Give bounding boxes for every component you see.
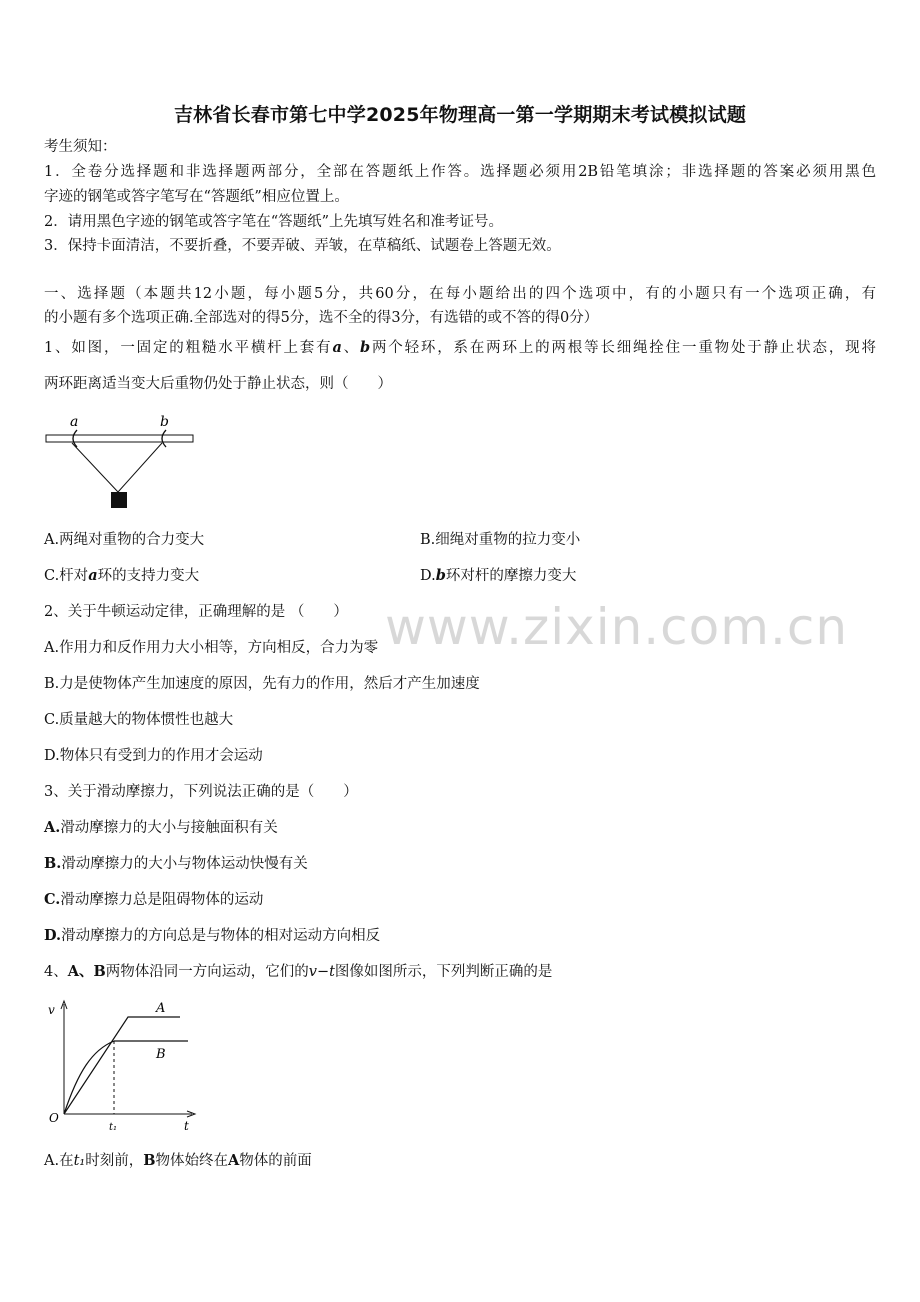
- q4-option-a: [44, 1151, 312, 1171]
- question-3-stem: 3、关于滑动摩擦力，下列说法正确的是（ ）: [44, 784, 358, 800]
- q3-option-b: [44, 854, 308, 874]
- label-t1: t₁: [109, 1122, 118, 1133]
- q1-option-c-pre: C.杆对: [44, 568, 89, 584]
- q1-option-d: [420, 566, 576, 586]
- notice-line-1: 1．全卷分选择题和非选择题两部分，全部在答题纸上作答。选择题必须用2B铅笔填涂；非选择题的答案必须用黑色: [44, 164, 876, 180]
- q3-option-b-text: 滑动摩擦力的大小与物体运动快慢有关: [61, 856, 308, 872]
- section-instruction-line-2: 的小题有多个选项正确.全部选对的得5分，选不全的得3分，有选错的或不答的得0分）: [44, 310, 599, 326]
- q3-option-c: [44, 890, 263, 910]
- q3-option-c-text: 滑动摩擦力总是阻碍物体的运动: [60, 892, 264, 908]
- vt-graph: [44, 996, 204, 1136]
- q4-option-a-mid2: 物体始终在: [155, 1153, 228, 1169]
- q3-option-d-text: 滑动摩擦力的方向总是与物体的相对运动方向相反: [61, 928, 381, 944]
- label-o: O: [49, 1111, 59, 1125]
- rope-right: [118, 443, 162, 492]
- horizontal-bar: [46, 435, 193, 442]
- q3-option-c-letter: C.: [44, 891, 61, 908]
- notice-line-4: 3．保持卡面清洁，不要折叠，不要弄破、弄皱，在草稿纸、试题卷上答题无效。: [44, 238, 561, 254]
- q3-option-d: [44, 926, 380, 946]
- q3-option-d-letter: D.: [44, 927, 62, 944]
- label-b: b: [160, 414, 169, 430]
- q4-stem-mid: 两物体沿同一方向运动，它们的: [105, 964, 309, 980]
- q1-option-b: B.细绳对重物的拉力变小: [420, 532, 581, 548]
- q4-option-a-a: A: [228, 1152, 240, 1169]
- label-B: B: [156, 1047, 166, 1062]
- label-t: t: [184, 1119, 189, 1133]
- q1-sep: 、: [341, 340, 360, 356]
- q4-option-a-post: 物体的前面: [239, 1153, 312, 1169]
- question-4-stem: [44, 962, 876, 982]
- q1-option-a: A.两绳对重物的合力变大: [44, 532, 205, 548]
- q2-option-b: B.力是使物体产生加速度的原因，先有力的作用，然后才产生加速度: [44, 676, 480, 692]
- q1-option-d-var: b: [435, 567, 446, 584]
- q3-option-a-letter: A.: [44, 819, 61, 836]
- q2-option-d: D.物体只有受到力的作用才会运动: [44, 748, 263, 764]
- q1-text-a: 1、如图，一固定的粗糙水平横杆上套有: [44, 340, 333, 356]
- q4-option-a-t1: t₁: [73, 1153, 86, 1169]
- notice-heading: 考生须知：: [44, 139, 117, 155]
- q1-option-c: [44, 566, 199, 586]
- question-1-line-1: [44, 338, 876, 358]
- label-a: a: [70, 414, 79, 430]
- q4-option-a-pre: A.在: [44, 1153, 74, 1169]
- line-a: [64, 1017, 180, 1114]
- ring-bar-figure: [44, 412, 199, 512]
- q4-stem-vt: v−t: [308, 964, 335, 980]
- q3-option-a: [44, 818, 278, 838]
- q4-stem-ab: A、B: [67, 963, 106, 980]
- question-1-line-2: 两环距离适当变大后重物仍处于静止状态，则（ ）: [44, 376, 392, 392]
- q3-option-a-text: 滑动摩擦力的大小与接触面积有关: [60, 820, 278, 836]
- q2-option-c: C.质量越大的物体惯性也越大: [44, 712, 234, 728]
- question-2-stem: 2、关于牛顿运动定律，正确理解的是 （ ）: [44, 604, 348, 620]
- label-A: A: [156, 1001, 166, 1016]
- q1-text-b: 两个轻环，系在两环上的两根等长细绳拴住一重物处于静止状态，现将: [370, 340, 876, 356]
- q3-option-b-letter: B.: [44, 855, 62, 872]
- notice-line-2: 字迹的钢笔或答字笔写在“答题纸”相应位置上。: [44, 189, 349, 205]
- q1-option-c-var: a: [88, 567, 98, 584]
- q1-option-c-post: 环的支持力变大: [97, 568, 200, 584]
- watermark: www.zixin.com.cn: [385, 598, 849, 656]
- q1-option-d-post: 环对杆的摩擦力变大: [445, 568, 577, 584]
- rope-left: [72, 443, 118, 492]
- q4-option-a-mid: 时刻前，: [85, 1153, 144, 1169]
- q2-option-a: A.作用力和反作用力大小相等，方向相反，合力为零: [44, 640, 379, 656]
- q1-var-a: a: [332, 339, 342, 356]
- exam-title: 吉林省长春市第七中学2025年物理高一第一学期期末考试模拟试题: [173, 104, 747, 126]
- section-instruction-line-1: 一、选择题（本题共12小题，每小题5分，共60分，在每小题给出的四个选项中，有的小题只有一个选项正确，有: [44, 286, 876, 302]
- hanging-weight: [111, 492, 127, 508]
- notice-line-3: 2．请用黑色字迹的钢笔或答字笔在“答题纸”上先填写姓名和准考证号。: [44, 214, 504, 230]
- q4-option-a-b: B: [143, 1152, 156, 1169]
- q4-stem-pre: 4、: [44, 964, 68, 980]
- label-v: v: [48, 1003, 55, 1017]
- q1-var-b: b: [360, 339, 371, 356]
- ring-b: [162, 430, 166, 447]
- q1-option-d-pre: D.: [420, 568, 436, 584]
- q4-stem-post: 图像如图所示，下列判断正确的是: [334, 964, 553, 980]
